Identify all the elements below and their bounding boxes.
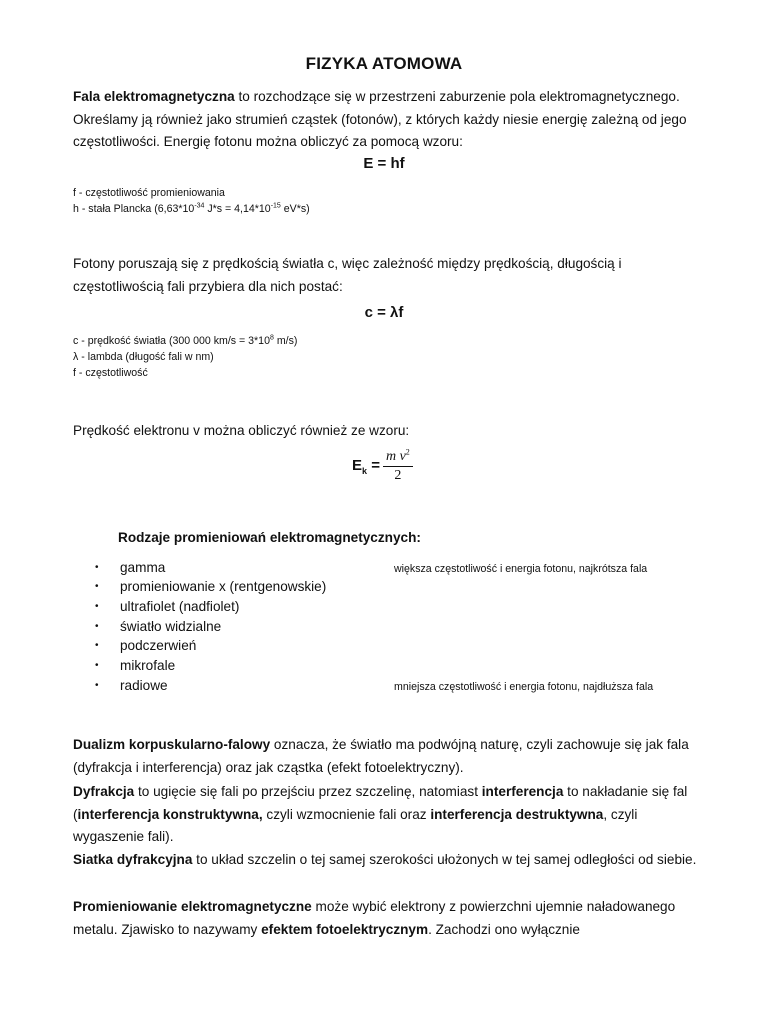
note-frequency: f - częstotliwość promieniowania	[73, 187, 225, 199]
diffraction-paragraph: Dyfrakcja to ugięcie się fali po przejściu przez szczelinę, natomiast interferencja to nakładanie się fal (interferencja konstruktywna, czyli wzmocnienie fali oraz interferencja destruktywna, czyli wygaszenie fali).	[73, 784, 688, 844]
note-lambda: λ - lambda (długość fali w nm)	[73, 351, 214, 363]
fraction	[383, 448, 413, 484]
radiation-list-heading: Rodzaje promieniowań elektromagnetycznych:	[118, 530, 421, 545]
fraction-numerator: m $v^2$	[383, 448, 413, 467]
photon-speed-paragraph: Fotony poruszają się z prędkością światła c, więc zależność między prędkością, długością i częstotliwością fali przybiera dla nich postać:	[73, 256, 622, 294]
bullet: •	[95, 640, 99, 651]
photoeffect-paragraph: Promieniowanie elektromagnetyczne może wybić elektrony z powierzchni ujemnie naładowanego metalu. Zjawisko to nazywamy efektem fotoelektrycznym. Zachodzi ono wyłącznie	[73, 899, 676, 937]
bullet: •	[95, 621, 99, 632]
note-planck: h - stała Plancka ($6,63*10^{-34}$ $J*s = 4,14*10^{-15}$ eV*s)	[73, 202, 310, 215]
bullet: •	[95, 601, 99, 612]
bullet: •	[95, 562, 99, 573]
list-item: • radiowe	[95, 676, 168, 696]
formula-energy: E = hf	[363, 155, 405, 172]
list-item: • podczerwień	[95, 636, 196, 656]
electron-speed-paragraph: Prędkość elektronu v można obliczyć również ze wzoru:	[73, 423, 410, 438]
list-item: • ultrafiolet (nadfiolet)	[95, 597, 239, 617]
bullet: •	[95, 680, 99, 691]
fraction-denominator: 2	[394, 468, 402, 483]
note-higher-frequency: większa częstotliwość i energia fotonu, najkrótsza fala	[394, 563, 648, 575]
list-item: • gamma	[95, 558, 165, 578]
list-item: • mikrofale	[95, 656, 175, 676]
dualism-paragraph: Dualizm korpuskularno-falowy oznacza, że światło ma podwójną naturę, czyli zachowuje się jak fala (dyfrakcja i interferencja) oraz jak cząstka (efekt fotoelektryczny).	[73, 737, 689, 775]
bullet: •	[95, 581, 99, 592]
note-lower-frequency: mniejsza częstotliwość i energia fotonu, najdłuższa fala	[394, 681, 654, 693]
list-item: • promieniowanie x (rentgenowskie)	[95, 577, 326, 597]
formula-wave-speed: c = λf	[364, 304, 404, 321]
bullet: •	[95, 660, 99, 671]
grating-paragraph: Siatka dyfrakcyjna to układ szczelin o tej samej szerokości ułożonych w tej samej odległości od siebie.	[73, 852, 697, 867]
note-light-speed: c - prędkość światła (300 000 $km/s = 3*10^8$ m/s)	[73, 334, 298, 347]
intro-paragraph	[73, 86, 703, 154]
term-electromagnetic-wave: Fala elektromagnetyczna	[73, 89, 235, 104]
term-dualism: Dualizm korpuskularno-falowy	[73, 737, 271, 752]
list-item: • światło widzialne	[95, 617, 221, 637]
formula-kinetic-energy: $E_k$ = $\frac{m v^2}{2}$	[352, 448, 413, 484]
note-frequency-2: f - częstotliwość	[73, 367, 148, 379]
intro-text: to rozchodzące się w przestrzeni zaburzenie pola elektromagnetycznego. Określamy ją również jako strumień cząstek (fotonów), z których każdy niesie energię zależną od jego częstotliwości. Energię fotonu można obliczyć za pomocą wzoru:	[73, 89, 687, 149]
page-title: FIZYKA ATOMOWA	[305, 54, 463, 73]
